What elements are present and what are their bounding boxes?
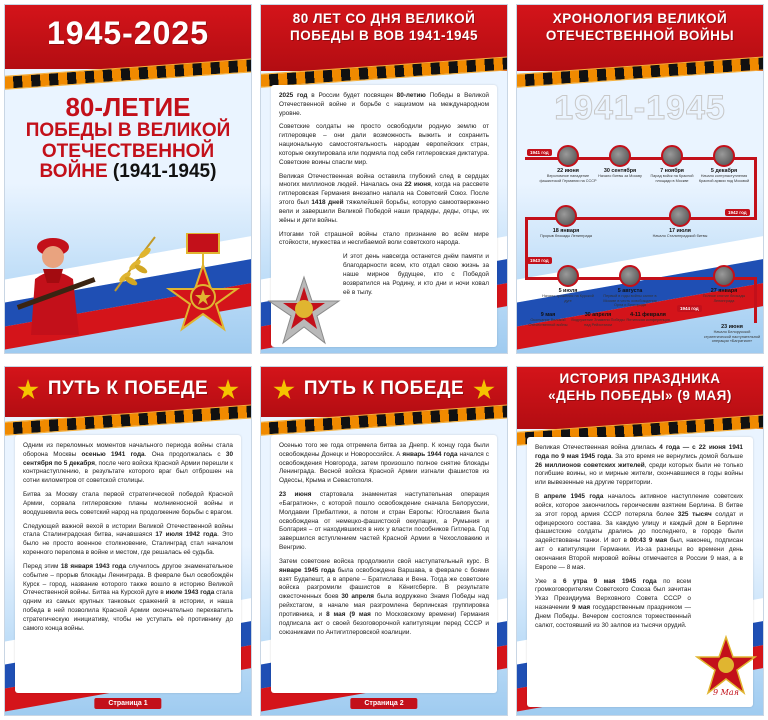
paragraph: Перед этим 18 января 1943 года случилось другое знаменательное событие – прорыв блокады Ленинграда. В феврале был освобождён Курск – город, название которого также вошло в историю Великой Отечественной войны. Битва на Курской дуге в июле 1943 года стала одним из самых крупных танковых сражений в истории, и наша победа в ней позволила Красной Армии окончательно перехватить стратегическую инициативу, чтобы не уступать её противнику до самого конца войны. (23, 562, 234, 632)
soldier-icon (13, 225, 99, 335)
paragraph: 23 июня стартовала знаменитая наступательная операция «Багратион», с которой пошло освобождение сначала Белоруссии, Молдавии Прибалтики, а потом и стран Европы: Югославия была освобождена от немецко-фашистской оккупации, а Румыния и Болгария – от находившихся в них у власти пособников Гитлера. Год завершился вступлением частей Красной Армии в Чехословакию и Венгрию. (279, 491, 490, 552)
timeline-event: 22 июня Вероломное нападение фашистской Германии на СССР (539, 145, 597, 183)
timeline-event: 27 января Полное снятие блокады Ленинграда (695, 265, 753, 303)
paragraph: Уже в 6 утра 9 мая 1945 года по всем громкоговорителям Советского Союза был зачитан Указ Президиума Верховного Совета СССР о назначении 9 мая государственным праздником — Днем Победы. Вечером состоялся торжественный салют, состоявший из 30 залпов из тысячи орудий. (535, 577, 691, 629)
article-text (15, 435, 241, 693)
paragraph: Битва за Москву стала первой стратегической победой Красной Армии, сорвала гитлеровские планы молниеносной войны и воодушевила весь советский народ на продолжение борьбы с врагом. (23, 491, 233, 516)
timeline-event: 23 июня Начало Белорусской стратегической наступательной операции «Багратион» (703, 324, 761, 344)
victory-star-badge-icon (695, 635, 757, 697)
event-photo (619, 265, 641, 287)
timeline-event: 18 января Прорыв блокады Ленинграда (537, 205, 595, 239)
title-line1: ИСТОРИЯ ПРАЗДНИКА (559, 371, 721, 386)
poster-headline (15, 93, 241, 183)
headline-line2: ПОБЕДЫ В ВЕЛИКОЙ (25, 120, 231, 142)
page-label: Страница 1 (94, 698, 161, 709)
poster-title: ПУТЬ К ПОБЕДЕ (47, 378, 209, 399)
timeline-event: 5 декабря Начало контрнаступления Красной армии под Москвой (695, 145, 753, 183)
paragraph: И этот день навсегда останется днём памяти и благодарности всем, кто отдал свою жизнь за наше мирное будущее, кто с Победой возвратился на Родину, и кто дни и ночи ковал её в тылу. (343, 253, 489, 296)
timeline-event: 5 августа Первый в годы войны салют в Москве в честь освобождения Орла и Белгорода (601, 265, 659, 308)
timeline-event: 30 сентября Начало битвы за Москву (591, 145, 649, 179)
laurel-branch-icon (109, 233, 161, 293)
year-label: 1941 год (527, 149, 552, 156)
poster-title (517, 11, 763, 45)
timeline-line (754, 157, 757, 220)
timeline-event: 30 апреля Водружение Знамени Победы над Рейхстагом (571, 312, 625, 327)
event-photo (557, 145, 579, 167)
poster-victory-day-history (516, 366, 764, 716)
paragraph: Следующей важной вехой в истории Великой Отечественной войны стала Сталинградская битва, начавшаяся 17 июля 1942 года. Это было не просто военное столкновение, Сталинград стал началом коренного перелома в войне и местом, где решалась её судьба. (23, 522, 233, 557)
order-patriotic-war-icon (163, 233, 243, 343)
paragraph: Затем советские войска продолжили свой наступательный курс. В январе 1945 года была освобождена Варшава, в феврале с боями взят Будапешт, а в апреле – Братислава и Вена. Тогда же советские войска разгромили фашистов в Кёнигсберге. В результате ожесточенных боев 30 апреля была водружено Знамя Победы над рейхстагом, в начале мая разгромлена берлинская группировка противника, и 8 мая (9 мая по Московскому времени) Германия подписала акт о своей безоговорочной капитуляции перед СССР и союзниками по Антигитлеровской коалиции. (279, 557, 489, 636)
poster-80-years (260, 4, 508, 354)
article-text (271, 435, 497, 693)
event-photo (609, 145, 631, 167)
paragraph: Осенью того же года отгремела битва за Днепр. К концу года были освобождены Донецк и Новороссийск. А январь 1944 года начался с освобождения Новгорода, затем произошло полное снятие блокады Ленинграда. Весной войска Красной Армии изгнали фашистов из Одессы, Крыма и Севастополя. (279, 442, 489, 485)
paragraph: 2025 год в России будет посвящен 80-летию Победы в Великой Отечественной войне и борьбе с нацизмом на международном уровне. (279, 92, 489, 117)
poster-title (261, 11, 507, 45)
poster-road-to-victory-2 (260, 366, 508, 716)
event-photo (555, 205, 577, 227)
title-line2: ОТЕЧЕСТВЕННОЙ ВОЙНЫ (545, 27, 735, 43)
headline-line4: ВОЙНЕ (39, 161, 108, 183)
title-line2: ПОБЕДЫ В ВОВ 1941-1945 (290, 27, 478, 43)
poster-road-to-victory-1 (4, 366, 252, 716)
year-label: 1944 год (677, 305, 702, 312)
paragraph: Великая Отечественная война оставила глубокий след в сердцах многих миллионов людей. Началась она 22 июня, когда на рассвете гитлеровская Германия внезапно напала на Советский Союз. После этого был 1418 дней тяжелейшей борьбы, которую самоотверженно вели и завершили Великой Победой наши прадеды, деды, отцы, их жёны и дети войны. (279, 172, 489, 224)
paragraph: Итогами той страшной войны стало признание во всём мире стойкости, мужества и несгибаемой воли советского народа. (279, 230, 489, 247)
poster-years: 1945-2025 (46, 15, 210, 51)
title-line1: ХРОНОЛОГИЯ ВЕЛИКОЙ (552, 11, 728, 26)
event-photo (713, 265, 735, 287)
event-photo (669, 205, 691, 227)
paragraph: Великая Отечественная война длилась 4 года — с 22 июня 1941 года по 9 мая 1945 года. За это время не вернулись домой больше 26 миллионов советских жителей, среди которых были не только погибшие воины, но и мирные жители, скончавшиеся в годы войны или вывезенные на другие территории. (535, 444, 744, 487)
event-photo (713, 145, 735, 167)
headline-line1: 80-ЛЕТИЕ (65, 92, 191, 122)
years-outline: 1941-1945 (554, 89, 726, 127)
timeline-line (525, 217, 528, 280)
event-photo (557, 265, 579, 287)
paragraph: Советские солдаты не просто освободили родную землю от гитлеровцев – они дали возможность выжить и сохранить национальную самостоятельность народам европейских стран, которые оккупировала или подмяла под себя гитлеровская диктатура. Советские воины спасли мир. (279, 123, 489, 166)
poster-80-anniversary (4, 4, 252, 354)
timeline-event: 4-11 февраля Ялтинская конференция (626, 312, 670, 322)
event-photo (661, 145, 683, 167)
title-line1: 80 ЛЕТ СО ДНЯ ВЕЛИКОЙ (292, 11, 476, 26)
paragraph: Одним из переломных моментов начального периода войны стала оборона Москвы осенью 1941 года. Она продолжалась с 30 сентября по 5 декабря, после чего войска Красной Армии перешли к контрнаступлению, в результате которого враг был отброшен на сотни километров от советской столицы. (23, 442, 233, 485)
timeline-line (754, 277, 757, 323)
headline-dates: (1941-1945) (112, 161, 217, 183)
order-star-icon (267, 275, 341, 349)
page-label: Страница 2 (350, 698, 417, 709)
poster-chronology (516, 4, 764, 354)
timeline-event: 17 июля Начало Сталинградской битвы (651, 205, 709, 239)
year-label: 1942 год (725, 209, 750, 216)
headline-line3: ОТЕЧЕСТВЕННОЙ (41, 140, 215, 162)
title-line2: «ДЕНЬ ПОБЕДЫ» (9 МАЯ) (548, 387, 732, 403)
poster-title: ПУТЬ К ПОБЕДЕ (303, 378, 465, 399)
timeline-event: 9 мая Окончание Великой Отечественной войны (528, 312, 568, 327)
svg-text:9 Мая: 9 Мая (713, 688, 739, 697)
timeline-event: 7 ноября Парад войск на Красной площади в Москве (643, 145, 701, 183)
year-label: 1943 год (527, 257, 552, 264)
poster-title (517, 371, 763, 405)
paragraph: В апреле 1945 года началось активное наступление советских войск, которое закончилось героическим взятием Берлина. В битве за этот город армия СССР потеряла более 325 тысяч солдат и офицерского состава. За каждую улицу и каждый дом в Берлине фашистские солдаты дрались до последнего, в городе были задействованы танки. И вот в 00:43 9 мая был, наконец, подписан акт о капитуляции Германии. Из-за разницы во времени день окончания Второй мировой войны отмечается в России 9 мая, а в Европе — 8 мая. (535, 493, 743, 571)
timeline-event: 5 июля Начало сражения на Курской дуге (539, 265, 597, 303)
